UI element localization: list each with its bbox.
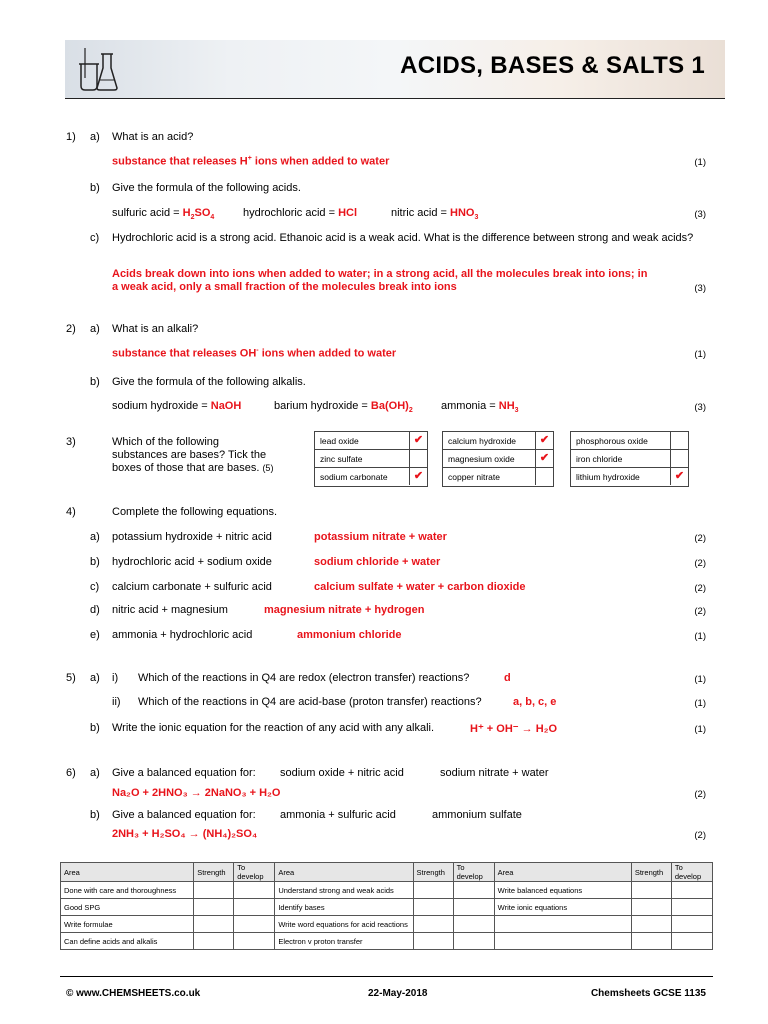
review-to-develop-cell[interactable]: [671, 899, 712, 916]
header-strength: Strength: [631, 863, 671, 882]
q6-number: 6): [66, 767, 76, 779]
q1a-question: What is an acid?: [112, 131, 194, 143]
review-strength-cell[interactable]: [194, 916, 234, 933]
q4-item-mark: (2): [694, 606, 706, 617]
q4-item-label: a): [90, 531, 100, 543]
review-strength-cell[interactable]: [631, 899, 671, 916]
q6a-reactants: sodium oxide + nitric acid: [280, 767, 404, 779]
review-to-develop-cell[interactable]: [234, 882, 275, 899]
q2b-mark: (3): [694, 402, 706, 413]
review-to-develop-cell[interactable]: [234, 916, 275, 933]
q4-item-reactants: ammonia + hydrochloric acid: [112, 629, 253, 641]
q6b-answer: 2NH₃ + H₂SO₄ → (NH₄)₂SO₄: [112, 828, 258, 840]
q1b-question: Give the formula of the following acids.: [112, 182, 301, 194]
header-to-develop: To develop: [453, 863, 494, 882]
review-row: [61, 899, 713, 916]
q4-item-reactants: hydrochloric acid + sodium oxide: [112, 556, 272, 568]
q3-tick-box[interactable]: ✔: [409, 432, 427, 450]
q1c-mark: (3): [694, 283, 706, 294]
q4-item-mark: (2): [694, 533, 706, 544]
review-area: Write balanced equations: [494, 882, 631, 899]
header-area: Area: [494, 863, 631, 882]
footer-website: © www.CHEMSHEETS.co.uk: [66, 988, 201, 999]
q6b-reactants: ammonia + sulfuric acid: [280, 809, 396, 821]
q5ai-label: i): [112, 672, 119, 684]
q4-item-answer: potassium nitrate + water: [314, 531, 447, 543]
q5ai-question: Which of the reactions in Q4 are redox (electron transfer) reactions?: [138, 672, 470, 684]
q3-substance-label: zinc sulfate: [320, 454, 363, 464]
lab-glassware-icon: [73, 44, 121, 92]
review-strength-cell[interactable]: [413, 882, 453, 899]
q5ai-mark: (1): [694, 674, 706, 685]
q6b-mark: (2): [694, 830, 706, 841]
q5ai-answer: d: [504, 672, 511, 684]
page-header: [65, 40, 725, 99]
q4-item-mark: (1): [694, 631, 706, 642]
header-to-develop: To develop: [671, 863, 712, 882]
q1a-answer: substance that releases H+ ions when added to water: [112, 155, 390, 168]
q4-item-label: c): [90, 581, 100, 593]
q1b-nitric: nitric acid = $HNO_3$: [391, 207, 479, 222]
q3-column-box: [442, 431, 554, 487]
page-title: ACIDS, BASES & SALTS 1: [400, 52, 705, 79]
review-area: [494, 916, 631, 933]
q1b-hydrochloric: hydrochloric acid = HCl: [243, 207, 358, 219]
q3-number: 3): [66, 436, 76, 448]
q3-tick-box[interactable]: ✔: [535, 432, 553, 450]
q1-number: 1): [66, 131, 76, 143]
q3-substance-label: sodium carbonate: [320, 472, 388, 482]
q3-tick-box[interactable]: [670, 432, 688, 450]
q1b-label: b): [90, 182, 100, 194]
review-area: Electron v proton transfer: [275, 933, 413, 950]
review-to-develop-cell[interactable]: [234, 933, 275, 950]
review-strength-cell[interactable]: [194, 933, 234, 950]
q5aii-question: Which of the reactions in Q4 are acid-base (proton transfer) reactions?: [138, 696, 482, 708]
q2b-barium-hydroxide: barium hydroxide = $Ba(OH)_2$: [274, 400, 413, 415]
q4-intro: Complete the following equations.: [112, 506, 278, 518]
q5aii-label: ii): [112, 696, 121, 708]
footer-sheet-id: Chemsheets GCSE 1135: [590, 988, 706, 999]
q3-substance-label: copper nitrate: [448, 472, 500, 482]
review-strength-cell[interactable]: [631, 916, 671, 933]
q6a-products: sodium nitrate + water: [440, 767, 549, 779]
q3-tick-box[interactable]: [670, 450, 688, 468]
q4-item-answer: calcium sulfate + water + carbon dioxide: [314, 581, 526, 593]
q5b-label: b): [90, 722, 100, 734]
q3-column-box: [570, 431, 689, 487]
review-to-develop-cell[interactable]: [671, 882, 712, 899]
review-to-develop-cell[interactable]: [453, 933, 494, 950]
q3-tick-box[interactable]: ✔: [670, 468, 688, 485]
q4-item-reactants: calcium carbonate + sulfuric acid: [112, 581, 272, 593]
q4-item-answer: ammonium chloride: [297, 629, 402, 641]
q5aii-mark: (1): [694, 698, 706, 709]
review-strength-cell[interactable]: [413, 899, 453, 916]
q4-item-mark: (2): [694, 558, 706, 569]
q4-item-reactants: nitric acid + magnesium: [112, 604, 228, 616]
q6b-question: Give a balanced equation for:: [112, 809, 256, 821]
q1c-answer-line1: Acids break down into ions when added to water; in a strong acid, all the molecules break into ions; in: [112, 268, 648, 280]
review-area: Identify bases: [275, 899, 413, 916]
review-row: [61, 933, 713, 950]
q1c-question: Hydrochloric acid is a strong acid. Ethanoic acid is a weak acid. What is the difference between strong and weak acids?: [112, 232, 694, 244]
review-to-develop-cell[interactable]: [671, 916, 712, 933]
review-area: [494, 933, 631, 950]
q5b-question: Write the ionic equation for the reaction of any acid with any alkali.: [112, 722, 435, 734]
q6a-mark: (2): [694, 789, 706, 800]
review-to-develop-cell[interactable]: [453, 882, 494, 899]
review-strength-cell[interactable]: [413, 916, 453, 933]
review-strength-cell[interactable]: [194, 899, 234, 916]
review-area: Can define acids and alkalis: [61, 933, 194, 950]
q2b-sodium-hydroxide: sodium hydroxide = NaOH: [112, 400, 242, 412]
q6b-label: b): [90, 809, 100, 821]
q4-item-label: e): [90, 629, 100, 641]
review-area: Write word equations for acid reactions: [275, 916, 413, 933]
review-strength-cell[interactable]: [413, 933, 453, 950]
review-area: Write formulae: [61, 916, 194, 933]
q2b-ammonia: ammonia = $NH_3$: [441, 400, 519, 415]
q3-substance-label: lead oxide: [320, 436, 359, 446]
q2-number: 2): [66, 323, 76, 335]
review-header-row: [61, 863, 713, 882]
review-row: [61, 916, 713, 933]
q5-number: 5): [66, 672, 76, 684]
review-strength-cell[interactable]: [631, 882, 671, 899]
review-to-develop-cell[interactable]: [234, 899, 275, 916]
q2a-mark: (1): [694, 349, 706, 360]
q1b-mark: (3): [694, 209, 706, 220]
header-area: Area: [275, 863, 413, 882]
review-strength-cell[interactable]: [194, 882, 234, 899]
q5b-mark: (1): [694, 724, 706, 735]
q2b-question: Give the formula of the following alkalis.: [112, 376, 306, 388]
q1a-label: a): [90, 131, 100, 143]
q4-item-label: d): [90, 604, 100, 616]
q3-substance-label: phosphorous oxide: [576, 436, 648, 446]
review-to-develop-cell[interactable]: [453, 916, 494, 933]
q6a-answer: Na₂O + 2HNO₃ → 2NaNO₃ + H₂O: [112, 787, 281, 799]
q3-substance-label: magnesium oxide: [448, 454, 515, 464]
footer-date: 22-May-2018: [368, 988, 428, 999]
q6b-products: ammonium sulfate: [432, 809, 522, 821]
header-strength: Strength: [194, 863, 234, 882]
review-to-develop-cell[interactable]: [671, 933, 712, 950]
q3-substance-label: calcium hydroxide: [448, 436, 517, 446]
q1a-mark: (1): [694, 157, 706, 168]
footer-rule: [60, 976, 713, 977]
review-area: Good SPG: [61, 899, 194, 916]
q3-substance-label: lithium hydroxide: [576, 472, 640, 482]
header-to-develop: To develop: [234, 863, 275, 882]
header-strength: Strength: [413, 863, 453, 882]
q4-item-answer: sodium chloride + water: [314, 556, 441, 568]
review-area: Write ionic equations: [494, 899, 631, 916]
q3-instructions: Which of the following substances are bases? Tick the boxes of those that are bases. (5): [112, 436, 274, 474]
review-to-develop-cell[interactable]: [453, 899, 494, 916]
q6a-question: Give a balanced equation for:: [112, 767, 256, 779]
q4-item-answer: magnesium nitrate + hydrogen: [264, 604, 425, 616]
q3-tick-box[interactable]: ✔: [535, 450, 553, 468]
self-review-table: [60, 862, 713, 950]
q1c-answer-line2: a weak acid, only a small fraction of the molecules break into ions: [112, 281, 457, 293]
q1c-label: c): [90, 232, 100, 244]
q4-item-mark: (2): [694, 583, 706, 594]
q4-item-label: b): [90, 556, 100, 568]
q4-item-reactants: potassium hydroxide + nitric acid: [112, 531, 272, 543]
q3-column-box: [314, 431, 428, 487]
q2b-label: b): [90, 376, 100, 388]
q2a-answer: substance that releases OH- ions when added to water: [112, 347, 397, 360]
review-row: [61, 882, 713, 899]
q1b-sulfuric: sulfuric acid = $H_2SO_4$: [112, 207, 215, 222]
q4-number: 4): [66, 506, 76, 518]
q5a-label: a): [90, 672, 100, 684]
review-area: Done with care and thoroughness: [61, 882, 194, 899]
header-area: Area: [61, 863, 194, 882]
review-area: Understand strong and weak acids: [275, 882, 413, 899]
q3-substance-label: iron chloride: [576, 454, 623, 464]
q3-tick-box[interactable]: [409, 450, 427, 468]
q2a-question: What is an alkali?: [112, 323, 199, 335]
q6a-label: a): [90, 767, 100, 779]
q5b-answer: H⁺ + OH⁻ → H₂O: [470, 723, 558, 735]
q5aii-answer: a, b, c, e: [513, 696, 557, 708]
q2a-label: a): [90, 323, 100, 335]
q3-tick-box[interactable]: [535, 468, 553, 485]
q3-tick-box[interactable]: ✔: [409, 468, 427, 485]
review-strength-cell[interactable]: [631, 933, 671, 950]
